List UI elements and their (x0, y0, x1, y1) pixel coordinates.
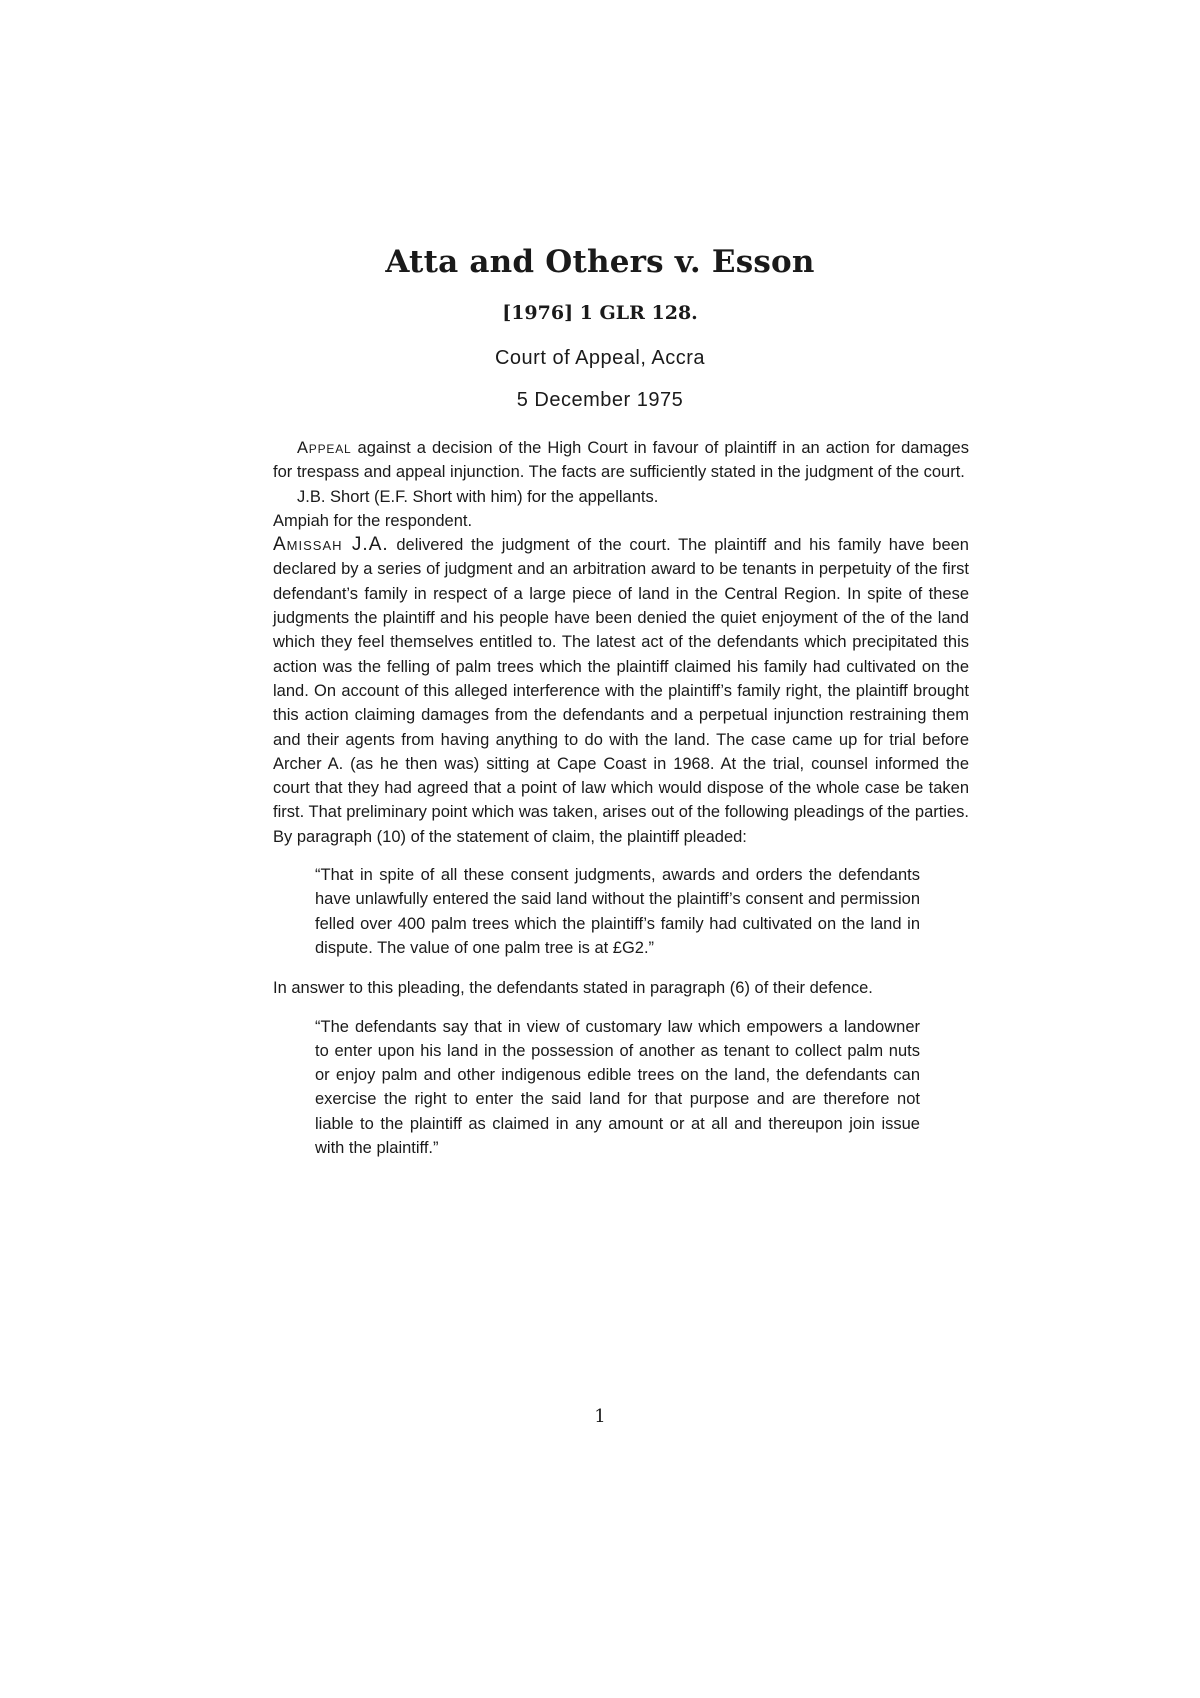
counsel-respondent: Ampiah for the respondent. (273, 511, 473, 530)
case-citation: [1976] 1 GLR 128. (502, 302, 698, 324)
page-number: 1 (594, 1406, 606, 1427)
counsel-appellants: J.B. Short (E.F. Short with him) for the appellants. (297, 487, 659, 506)
judgment-paragraph (273, 533, 969, 849)
answer-paragraph: In answer to this pleading, the defendants stated in paragraph (6) of their defence. (273, 979, 873, 998)
case-title: Atta and Others v. Esson (385, 244, 815, 280)
judgment-text: delivered the judgment of the court. The plaintiff and his family have been declared by a series of judgment and an arbitration award to be tenants in perpetuity of the first defendant’s family in respect of a large piece of land in the Central Region. In spite of these judgments the plaintiff and his people have been denied the quiet enjoyment of the of the land which they feel themselves entitled to. The latest act of the defendants which precipitated this action was the felling of palm trees which the plaintiff claimed his family had cultivated on the land. On account of this alleged interference with the plaintiff’s family right, the plaintiff brought this action claiming damages from the defendants and a perpetual injunction restraining them and their agents from having anything to do with the land. The case came up for trial before Archer A. (as he then was) sitting at Cape Coast in 1968. At the trial, counsel informed the court that they had agreed that a point of law which would dispose of the whole case be taken first. That preliminary point which was taken, arises out of the following pleadings of the parties. By paragraph (10) of the statement of claim, the plaintiff pleaded: (273, 536, 969, 846)
appeal-lead: Appeal (297, 439, 352, 457)
judge-name: Amissah J.A. (273, 534, 389, 556)
appeal-paragraph (273, 436, 969, 485)
block-quote-defence: “The defendants say that in view of customary law which empowers a landowner to enter upon his land in the possession of another as tenant to collect palm nuts or enjoy palm and other indigenous edible trees on the land, the defendants can exercise the right to enter the said land for that purpose and are therefore not liable to the plaintiff as claimed in any amount or at all and thereupon join issue with the plaintiff.” (315, 1017, 920, 1158)
block-quote-statement-of-claim: “That in spite of all these consent judgments, awards and orders the defendants have unlawfully entered the said land without the plaintiff’s consent and permission felled over 400 palm trees which the plaintiff’s family had cultivated on the land in dispute. The value of one palm tree is at £G2.” (315, 866, 920, 957)
court-name: Court of Appeal, Accra (494, 347, 705, 369)
document-body (273, 436, 969, 1176)
judgment-date: 5 December 1975 (516, 389, 684, 411)
appeal-text: against a decision of the High Court in favour of plaintiff in an action for damages for trespass and appeal injunction. The facts are sufficiently stated in the judgment of the court. (273, 439, 969, 482)
